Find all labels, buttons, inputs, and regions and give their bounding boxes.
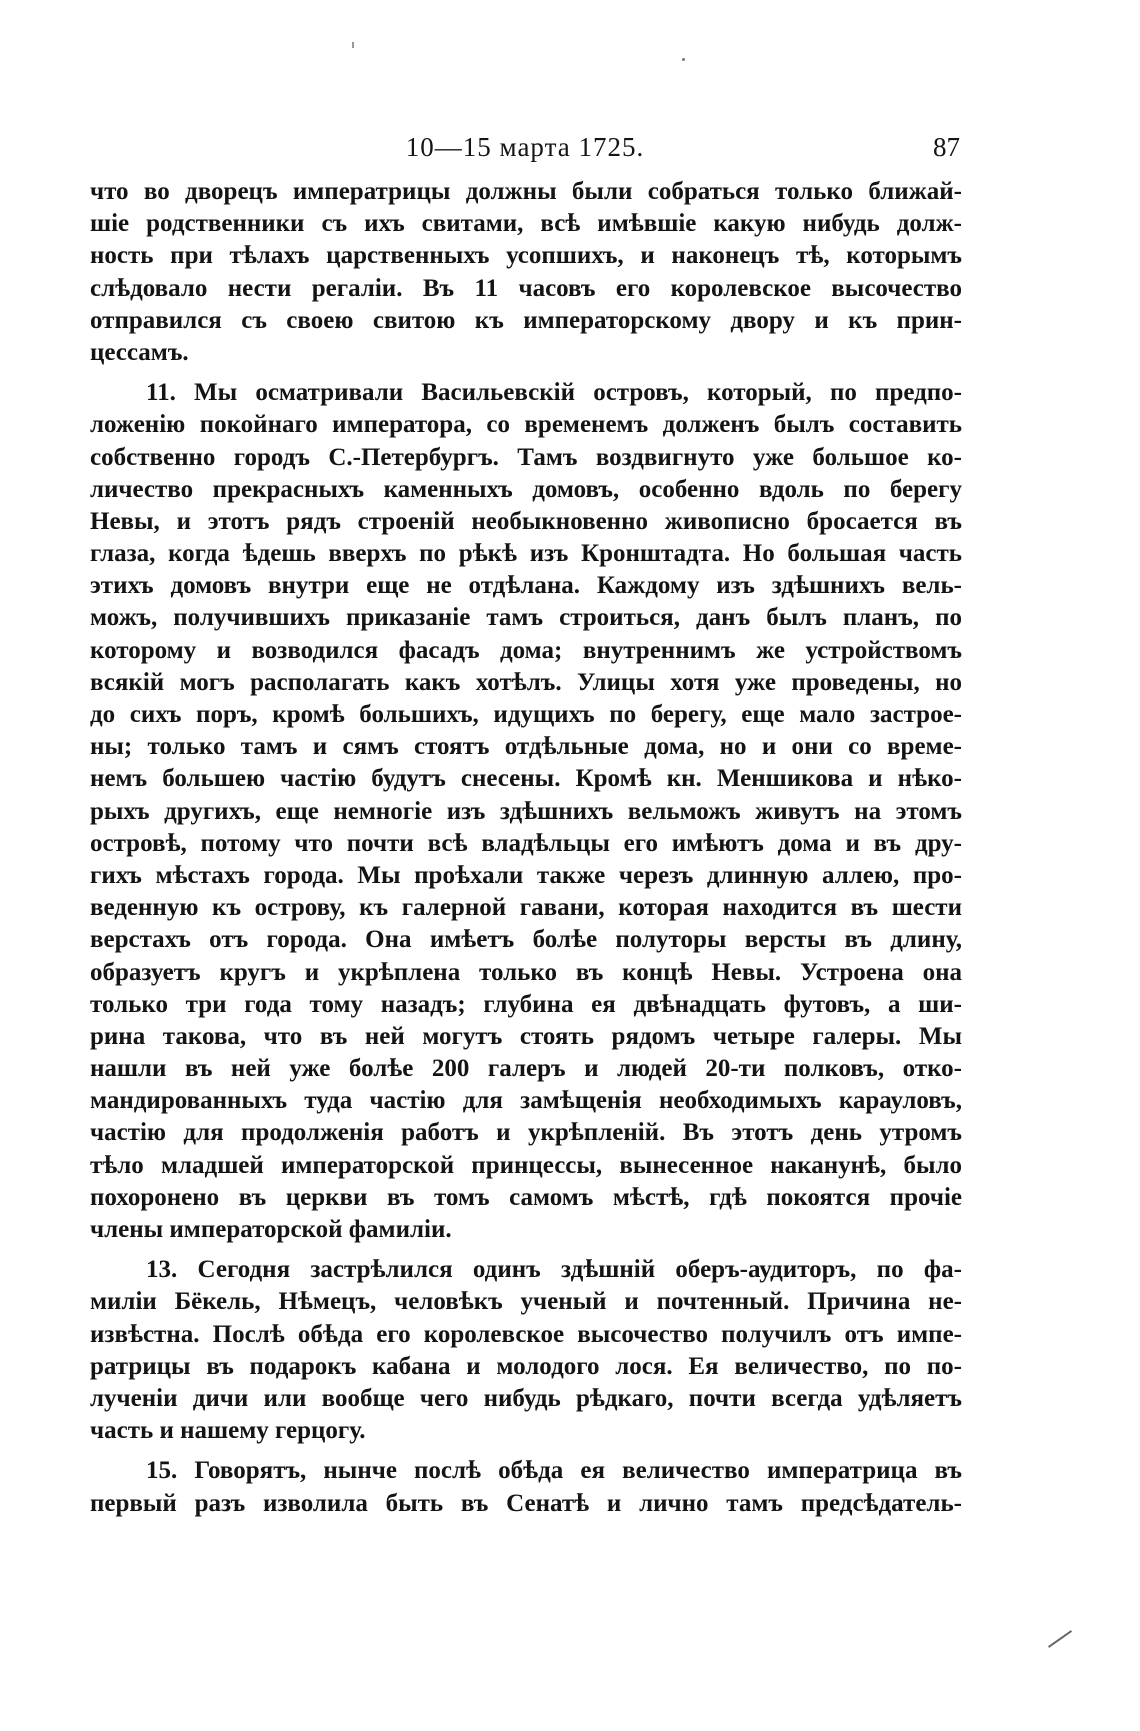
text-line: что во дворецъ императрицы должны были собраться только ближай- [90,178,962,205]
text-line: до сихъ поръ, кромѣ большихъ, идущихъ по берегу, еще мало застрое- [90,701,962,728]
text-line: ратрицы въ подарокъ кабана и молодого лося. Ея величество, по по- [90,1352,962,1380]
text-line: островѣ, потому что почти всѣ владѣльцы его имѣютъ дома и въ дру- [90,829,962,857]
page-number: 87 [933,132,960,162]
print-speck [352,42,354,48]
text-line: первый разъ изволила быть въ Сенатѣ и лично тамъ предсѣдатель- [90,1489,962,1517]
text-line: тѣло младшей императорской принцессы, вынесенное наканунѣ, было [90,1151,962,1179]
text-line: верстахъ отъ города. Она имѣетъ болѣе полуторы версты въ длину, [90,926,962,954]
print-speck [682,58,685,61]
paragraph-15-start: 15. Говорятъ, нынче послѣ обѣда ея величество императрица въ [146,1457,962,1485]
text-line: собственно городъ С.-Петербургъ. Тамъ воздвигнуто уже большое ко- [90,443,962,471]
text-line: глаза, когда ѣдешь вверхъ по рѣкѣ изъ Кронштадта. Но большая часть [90,540,962,568]
text-line: ложенію покойнаго императора, со временемъ долженъ былъ составить [90,411,962,439]
text-line: лученіи дичи или вообще чего нибудь рѣдкаго, почти всегда удѣляетъ [90,1384,962,1412]
text-line: можъ, получившихъ приказаніе тамъ строиться, данъ былъ планъ, по [90,604,962,632]
text-line: рина такова, что въ ней могутъ стоять рядомъ четыре галеры. Мы [90,1022,962,1050]
text-line: всякій могъ располагать какъ хотѣлъ. Улицы хотя уже проведены, но [90,668,962,696]
text-line: частію для продолженія работъ и укрѣпленій. Въ этотъ день утромъ [90,1119,962,1147]
text-line: ность при тѣлахъ царственныхъ усопшихъ, и наконецъ тѣ, которымъ [90,242,962,270]
text-line: образуетъ кругъ и укрѣплена только въ концѣ Невы. Устроена она [90,958,962,986]
text-line: этихъ домовъ внутри еще не отдѣлана. Каждому изъ здѣшнихъ вель- [90,572,962,600]
text-line: похоронено въ церкви въ томъ самомъ мѣстѣ, гдѣ покоятся прочіе [90,1183,962,1211]
text-line: Невы, и этотъ рядъ строеній необыкновенно живописно бросается въ [90,507,962,535]
text-line: извѣстна. Послѣ обѣда его королевское высочество получилъ отъ импе- [90,1320,962,1348]
text-line: цессамъ. [90,338,189,366]
body-text [90,176,962,1520]
text-line: часть и нашему герцогу. [90,1417,366,1445]
text-line: мандированныхъ туда частію для замѣщенія необходимыхъ карауловъ, [90,1087,962,1115]
text-line: личество прекрасныхъ каменныхъ домовъ, особенно вдоль по берегу [90,475,962,503]
text-line: миліи Бёкель, Нѣмецъ, человѣкъ ученый и почтенный. Причина не- [90,1288,962,1316]
text-line: веденную къ острову, къ галерной гавани, которая находится въ шести [90,894,962,922]
text-line: нашли въ ней уже болѣе 200 галеръ и людей 20-ти полковъ, отко- [90,1055,962,1083]
text-line: отправился съ своею свитою къ императорскому двору и къ прин- [90,306,962,334]
running-header [90,132,960,168]
paragraph-13-start: 13. Сегодня застрѣлился одинъ здѣшній оберъ-аудиторъ, по фа- [146,1256,962,1284]
text-line: слѣдовало нести регаліи. Въ 11 часовъ его королевское высочество [90,274,962,302]
text-line: немъ большею частію будутъ снесены. Кромѣ кн. Меншикова и нѣко- [90,765,962,793]
text-line: рыхъ другихъ, еще немногіе изъ здѣшнихъ вельможъ живутъ на этомъ [90,797,962,825]
paragraph-11-start: 11. Мы осматривали Васильевскій островъ, который, по предпо- [146,379,962,407]
text-line: только три года тому назадъ; глубина ея двѣнадцать футовъ, а ши- [90,990,962,1018]
pencil-mark [1048,1630,1072,1648]
text-line: ны; только тамъ и сямъ стоятъ отдѣльные дома, но и они со време- [90,733,962,761]
text-line: которому и возводился фасадъ дома; внутреннимъ же устройствомъ [90,636,962,664]
header-title: 10—15 марта 1725. [405,132,645,162]
text-line: шіе родственники съ ихъ свитами, всѣ имѣвшіе какую нибудь долж- [90,210,962,238]
text-line: гихъ мѣстахъ города. Мы проѣхали также черезъ длинную аллею, про- [90,861,962,889]
text-line: члены императорской фамиліи. [90,1216,452,1243]
